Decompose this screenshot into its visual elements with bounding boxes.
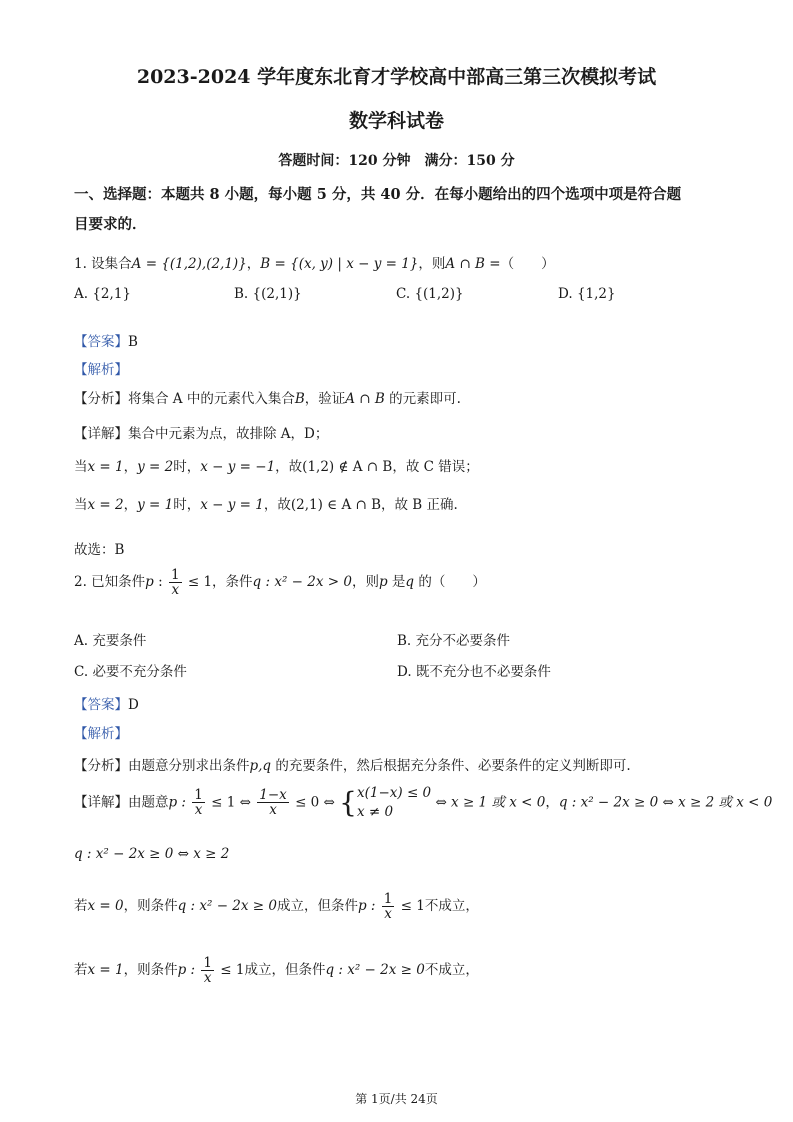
q1-analysis-tag: 【解析】 <box>74 362 128 378</box>
q1-case-b: 当x = 2，y = 1时，x − y = 1，故(2,1) ∈ A ∩ B，故 B 正确. <box>74 497 458 513</box>
exam-subtitle: 数学科试卷 <box>348 110 444 132</box>
q2-example-2: 若x = 1，则条件p : $\frac{1}{x}$ ≤ 1成立，但条件q : x² − 2x ≥ 0不成立， <box>74 955 479 987</box>
q2-stem: 2. 已知条件p : $\frac{1}{x}$ ≤ 1，条件q : x² − 2x > 0，则p 是q 的（ ） <box>74 567 486 599</box>
exam-title: 2023-2024 学年度东北育才学校高中部高三第三次模拟考试 <box>136 66 657 88</box>
set-a: A = {(1,2),(2,1)} <box>131 256 247 272</box>
q1-option-b: B. {(2,1)} <box>234 286 302 302</box>
page-footer: 第 1页/共 24页 <box>355 1092 438 1106</box>
q2-fenxi: 【分析】由题意分别求出条件p,q 的充要条件，然后根据充分条件、必要条件的定义判断即可. <box>74 758 631 774</box>
q1-option-a: A. {2,1} <box>74 286 131 302</box>
q2-option-b: B. 充分不必要条件 <box>397 633 511 649</box>
q1-option-c: C. {(1,2)} <box>396 286 464 302</box>
q2-option-d: D. 既不充分也不必要条件 <box>397 664 551 680</box>
q1-fenxi: 【分析】将集合 A 中的元素代入集合B，验证A ∩ B 的元素即可. <box>74 391 461 407</box>
q1-choose: 故选：B <box>74 542 125 558</box>
q2-option-a: A. 充要条件 <box>74 633 147 649</box>
q1-case-c: 当x = 1，y = 2时，x − y = −1，故(1,2) ∉ A ∩ B，故 C 错误； <box>74 459 479 475</box>
q2-answer: 【答案】D <box>74 697 139 713</box>
q1-detail: 【详解】集合中元素为点，故排除 A，D； <box>74 426 329 442</box>
q2-detail: 【详解】由题意p : $\frac{1}{x}$ ≤ 1 ⇔ $\frac{1-x}{x}$ ≤ 0 ⇔ { x(1−x) ≤ 0 x ≠ 0 ⇔ x ≥ 1 或 x < 0，q : x² − 2x ≥ 0 ⇔ x ≥ 2 或 x < 0 <box>74 785 773 820</box>
q1-answer: 【答案】B <box>74 334 138 350</box>
q2-example-1: 若x = 0，则条件q : x² − 2x ≥ 0成立，但条件p : $\frac{1}{x}$ ≤ 1不成立， <box>74 891 479 923</box>
q2-q-simplified: q : x² − 2x ≥ 0 ⇔ x ≥ 2 <box>74 846 230 862</box>
q1-option-d: D. {1,2} <box>558 286 616 302</box>
section-heading-line1: 一、选择题：本题共 8 小题，每小题 5 分，共 40 分．在每小题给出的四个选项中项是符合题 <box>74 186 682 203</box>
exam-meta: 答题时间：120 分钟 满分：150 分 <box>278 153 515 169</box>
q2-option-c: C. 必要不充分条件 <box>74 664 187 680</box>
q2-analysis-tag: 【解析】 <box>74 726 128 742</box>
set-b: B = {(x, y) | x − y = 1} <box>260 256 419 272</box>
q1-stem: 1. 设集合A = {(1,2),(2,1)}，B = {(x, y) | x − y = 1}，则A ∩ B =（ ） <box>74 256 555 272</box>
section-heading-line2: 目要求的． <box>74 216 147 233</box>
